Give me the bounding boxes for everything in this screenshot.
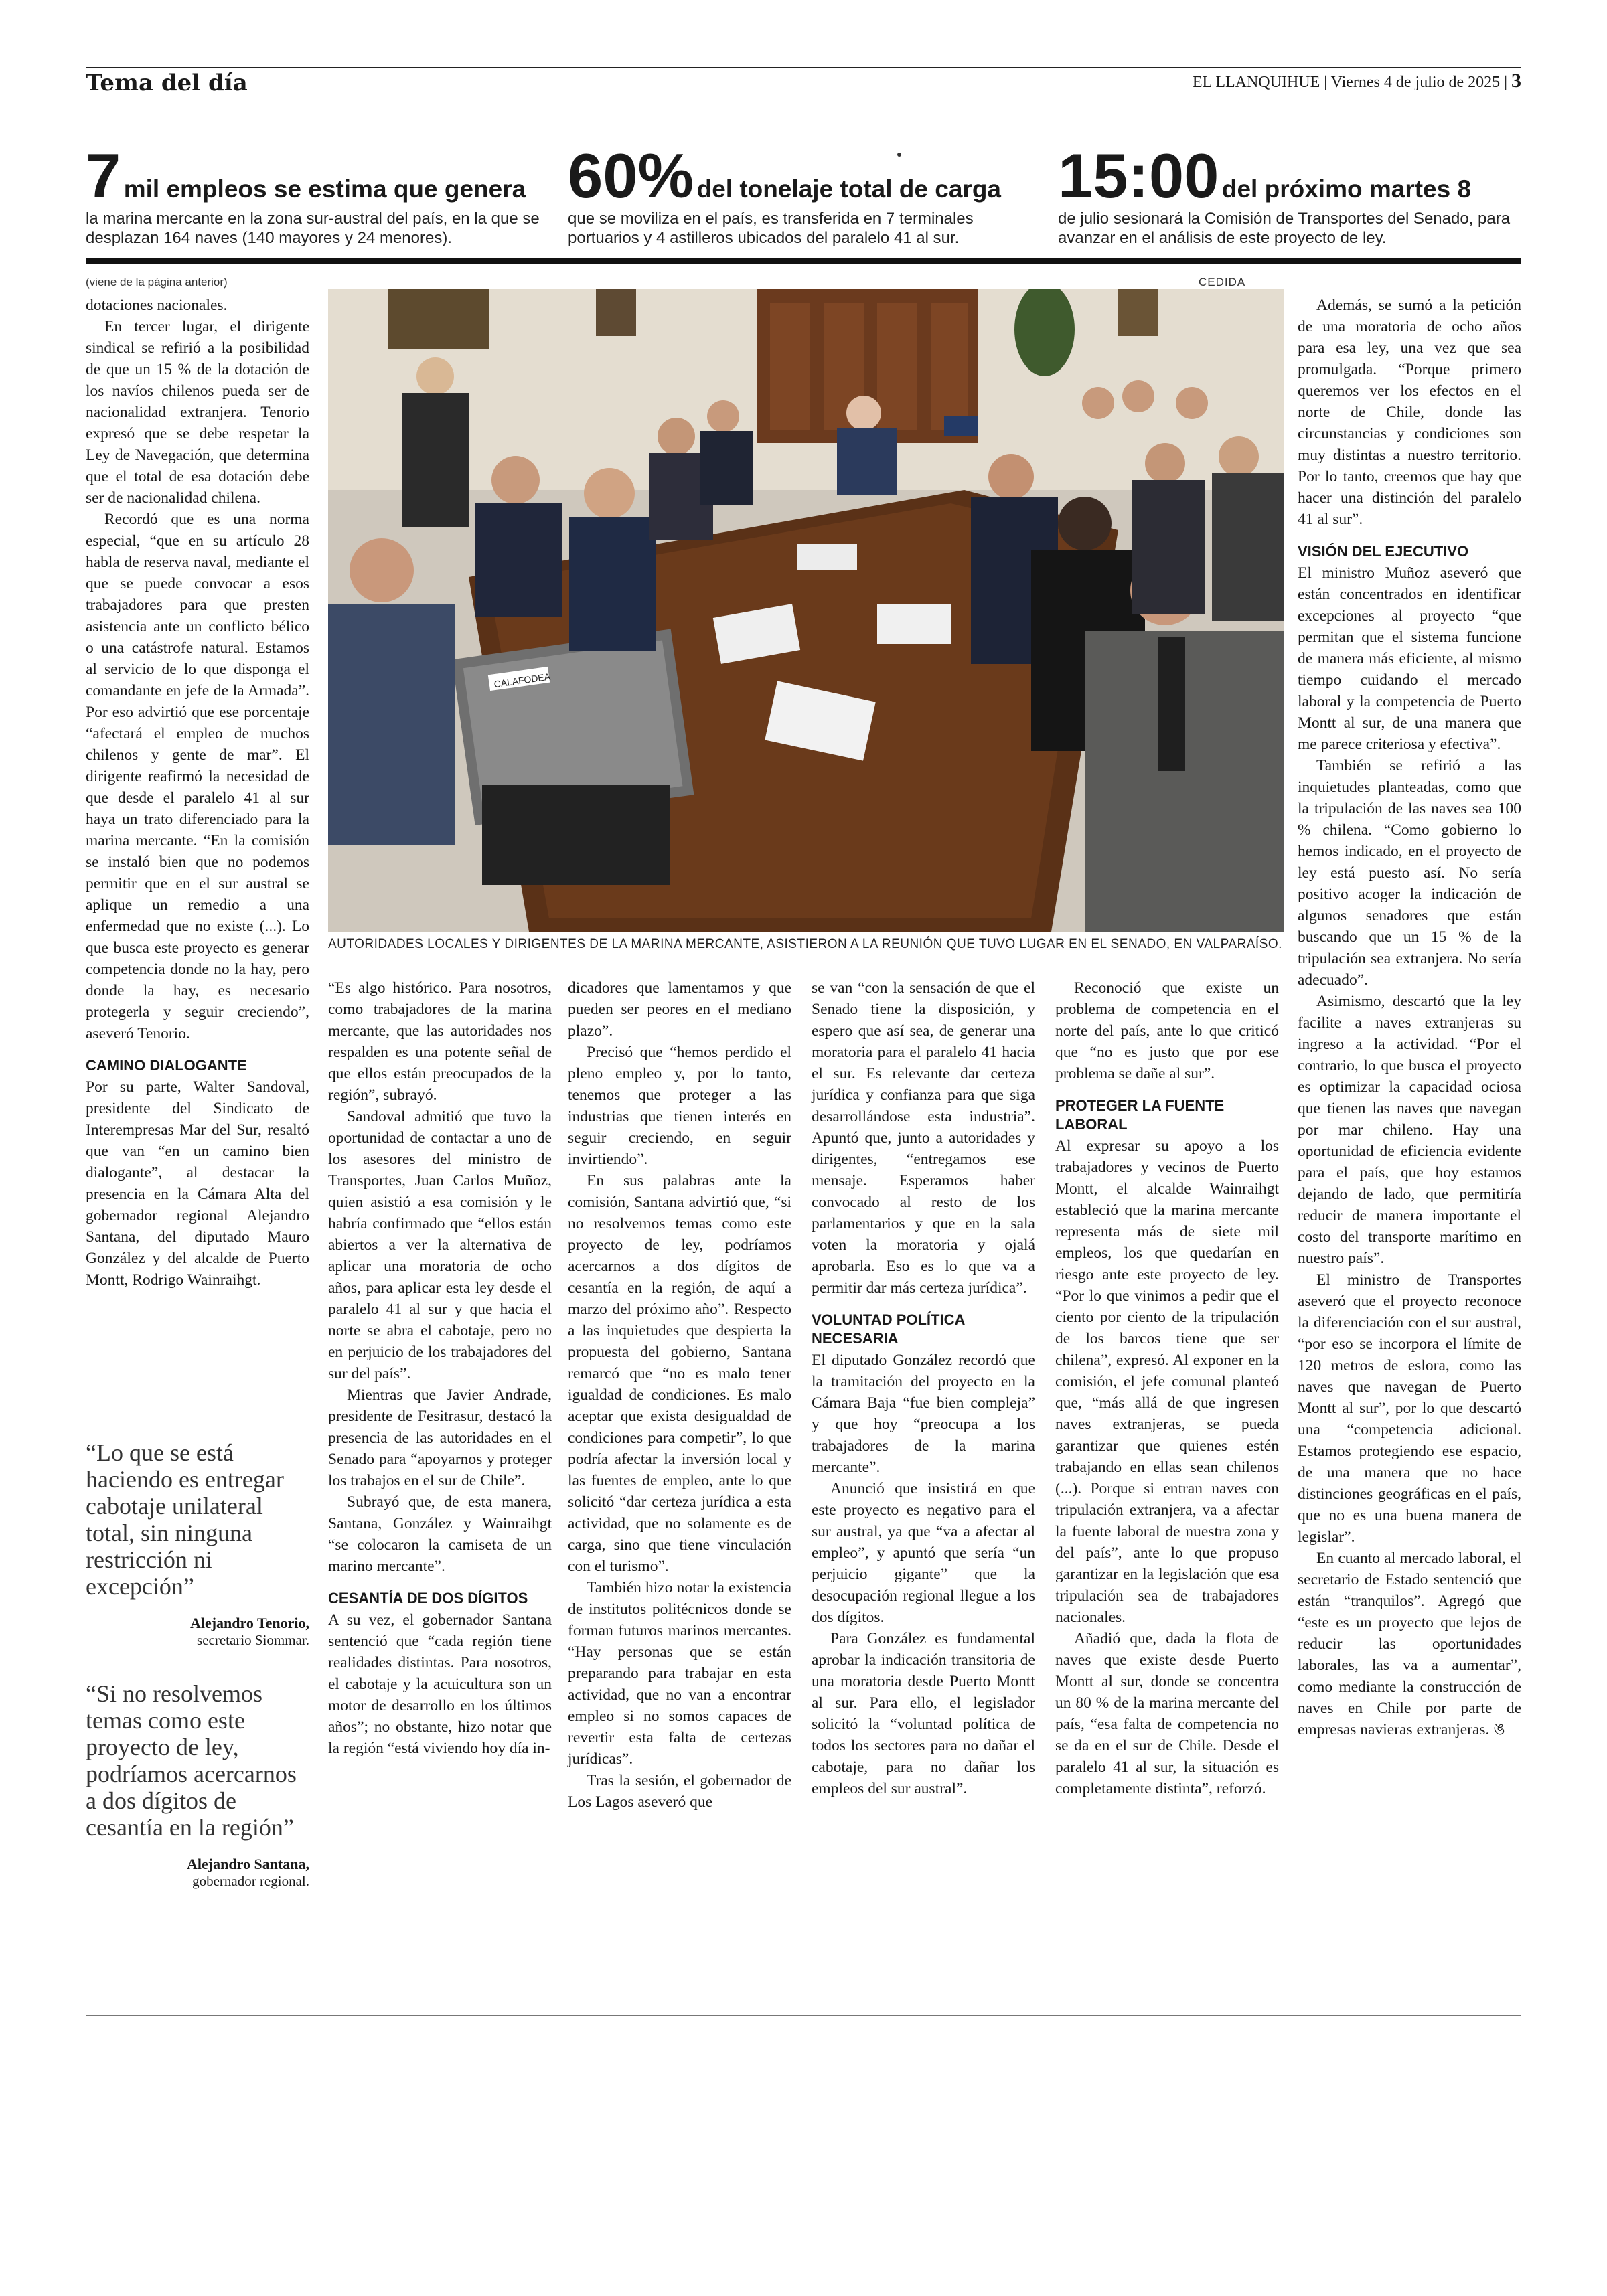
quote-author: Alejandro Santana, bbox=[187, 1856, 309, 1872]
stat-description: que se moviliza en el país, es transferida en 7 terminales portuarios y 4 astilleros ubicados del paralelo 41 al sur. bbox=[568, 210, 974, 247]
paragraph: Precisó que “hemos perdido el pleno empleo y, por lo tanto, tenemos que proteger a las industrias que tienen interés en seguir creciendo, en seguir invirtiendo”. bbox=[568, 1044, 791, 1168]
subheading: VISIÓN DEL EJECUTIVO bbox=[1298, 543, 1469, 560]
stat-number: 15:00 bbox=[1058, 141, 1219, 211]
paragraph: Anunció que insistirá en que este proyecto es negativo para el sur austral, ya que “va a afectar al empleo”, y apuntó que sería “un perjuicio gigante” que la desocupación regional llegue a los dos dígitos. bbox=[812, 1480, 1035, 1626]
quote-author: Alejandro Tenorio, bbox=[189, 1615, 309, 1631]
paragraph: El ministro de Transportes aseveró que el proyecto reconoce la diferenciación con el sur austral, “por eso se incorpora el límite de 120 metros de eslora, como las naves que navegan de Puerto Montt al sur”, por lo que descartó una “competencia adicional. Estamos protegiendo ese espacio, de una manera que no hace distinciones geográficas en el país, que no es una buena manera de legislar”. bbox=[1298, 1271, 1521, 1546]
quote-author-role: secretario Siommar. bbox=[197, 1632, 309, 1648]
quote-text: “Lo que se está haciendo es entregar cabotaje unilateral total, sin ninguna restricción ni excepción” bbox=[86, 1439, 284, 1600]
subheading: PROTEGER LA FUENTE LABORAL bbox=[1055, 1097, 1225, 1133]
stat-headline: del tonelaje total de carga bbox=[696, 175, 1001, 203]
paragraph: Reconoció que existe un problema de competencia en el norte del país, ante lo que criticó que “no es justo que por ese problema se dañe al sur”. bbox=[1055, 979, 1279, 1082]
paragraph: Añadió que, dada la flota de naves que existe desde Puerto Montt al sur, donde se concentra un 80 % de la marina mercante del país, “esa falta de competencia no se da en el sur de Chile. Desde el paralelo 41 al sur, la situación es completamente distinta”, reforzó. bbox=[1055, 1630, 1279, 1797]
folio-separator: | bbox=[1324, 74, 1331, 91]
paragraph: Al expresar su apoyo a los trabajadores y vecinos de Puerto Montt, el alcalde Wainraihgt estableció que la marina mercante representa más de siete mil empleos, los que quedarían en riesgo ante este proyecto de ley. “Por lo que vinimos a pedir que el ciento por ciento de la tripulación de los barcos tiene que ser chilena”, expresó. Al exponer en la comisión, el jefe comunal planteó que, “más allá de que ingresen naves extranjeras, se pueda garantizar que quienes estén trabajando en ellas sean chilenos (...). Porque si entran naves con tripulación extranjera, va a afectar la fuente laboral de nuestra zona y del país”, ante lo que propuso garantizar en la legislación que esa tripulación sea de trabajadores nacionales. bbox=[1055, 1137, 1279, 1626]
stat-description: de julio sesionará la Comisión de Transportes del Senado, para avanzar en el análisis de este proyecto de ley. bbox=[1058, 210, 1511, 247]
paragraph: En sus palabras ante la comisión, Santana advirtió que, “si no resolvemos temas como este proyecto de ley, podríamos acercarnos a dos dígitos de cesantía en la región, de aquí a marzo del próximo año”. Respecto a las inquietudes que despierta la propuesta del gobierno, Santana remarcó que “no es malo tener igualdad de condiciones. Es malo aceptar que exista desigualdad de condiciones para competir”, lo que podría afectar la inversión local y las fuentes de empleo, ante lo que solicitó “dar certeza jurídica a esta actividad, que no solamente es de carga, sino que tiene vinculación con el turismo”. bbox=[568, 1172, 791, 1575]
article-column-1 bbox=[86, 295, 309, 1291]
pull-quote bbox=[86, 1680, 309, 1890]
paragraph: Mientras que Javier Andrade, presidente de Fesitrasur, destacó la presencia de las autoridades en el Senado para “apoyarnos y proteger los trabajos en el sur de Chile”. bbox=[328, 1386, 552, 1489]
subheading: CAMINO DIALOGANTE bbox=[86, 1057, 247, 1074]
subheading: CESANTÍA DE DOS DÍGITOS bbox=[328, 1590, 528, 1607]
photo-credit: CEDIDA bbox=[1199, 276, 1246, 289]
section-title: Tema del día bbox=[86, 70, 248, 96]
folio-date: Viernes 4 de julio de 2025 bbox=[1330, 74, 1501, 91]
subheading: VOLUNTAD POLÍTICA NECESARIA bbox=[812, 1311, 965, 1347]
article-column-3 bbox=[568, 977, 791, 1813]
paragraph: Recordó que es una norma especial, “que en su artículo 28 habla de reserva naval, mediante el que se puede convocar a esos trabajadores para que presten asistencia ante un conflicto bélico o una catástrofe natural. Estamos al servicio de lo que disponga el comandante en jefe de la Armada”. Por eso advirtió que ese porcentaje “afectará el empleo de muchos chilenos y gente de mar”. El dirigente reafirmó la necesidad de que desde el paralelo 41 al sur haya un trato diferenciado para la marina mercante. “En la comisión se instaló bien que no podemos permitir que en el sur austral se aplique un remedio a una enfermedad que no existe (...). Lo que busca este proyecto es generar competencia donde no la hay, pero donde la hay, es necesario protegerla y seguir creciendo”, aseveró Tenorio. bbox=[86, 511, 309, 1042]
paragraph: También hizo notar la existencia de institutos politécnicos donde se forman futuros marinos mercantes. “Hay personas que se están preparando para trabajar en esta actividad, que no van a encontrar empleo si no somos capaces de revertir esta falta de certezas jurídicas”. bbox=[568, 1579, 791, 1768]
paragraph: El diputado González recordó que la tramitación del proyecto en la Cámara Baja “fue bien compleja” y que hoy “preocupa a los trabajadores de la marina mercante”. bbox=[812, 1351, 1035, 1476]
stat-box bbox=[568, 141, 1030, 248]
stat-box bbox=[86, 141, 548, 248]
paragraph: En tercer lugar, el dirigente sindical se refirió a la posibilidad de que un 15 % de la dotación de los navíos chilenos pueda ser de nacionalidad extranjera. Tenorio expresó que se debe respetar la Ley de Navegación, que determina que el total de esa dotación debe ser de nacionalidad chilena. bbox=[86, 318, 309, 507]
paragraph: Tras la sesión, el gobernador de Los Lagos aseveró que bbox=[568, 1772, 791, 1811]
article-column-4 bbox=[812, 977, 1035, 1799]
thick-rule bbox=[86, 258, 1521, 264]
quote-author-role: gobernador regional. bbox=[192, 1873, 309, 1889]
paragraph: Sandoval admitió que tuvo la oportunidad de contactar a uno de los asesores del ministro de Transportes, Juan Carlos Muñoz, quien asistió a esa comisión y le habría confirmado que “ellos están abiertos a ver la alternativa de aplicar una moratoria de ocho años, para aplicar esta ley desde el paralelo 41 al sur y que hacia el norte se abra el cabotaje, pero no en perjuicio de los trabajadores del sur del país”. bbox=[328, 1108, 552, 1382]
paragraph: se van “con la sensación de que el Senado tiene la disposición, y espero que así sea, de generar una moratoria para el paralelo 41 hacia el sur. Es relevante dar certeza jurídica y confianza para que siga desarrollándose esta industria”. Apuntó que, junto a autoridades y dirigentes, “entregamos ese mensaje. Esperamos haber convocado al resto de los parlamentarios y que en la sala voten la moratoria y ojalá aprobarla. Eso es lo que va a permitir dar más certeza jurídica”. bbox=[812, 979, 1035, 1297]
stat-headline: mil empleos se estima que genera bbox=[123, 175, 526, 203]
stat-number: 60% bbox=[568, 141, 694, 211]
paragraph: dicadores que lamentamos y que pueden ser peores en el mediano plazo”. bbox=[568, 979, 791, 1040]
continued-note: (viene de la página anterior) bbox=[86, 276, 228, 289]
end-mark-icon: ঙ bbox=[1493, 1721, 1505, 1738]
bottom-rule bbox=[86, 2015, 1521, 2016]
stat-description: la marina mercante en la zona sur-austral del país, en la que se desplazan 164 naves (140 mayores y 24 menores). bbox=[86, 210, 540, 247]
paragraph: El ministro Muñoz aseveró que están concentrados en identificar excepciones al proyecto “que permitan que el sistema funcione de manera más eficiente, al mismo tiempo cuidando el mercado laboral y la competencia de Puerto Montt al sur, de una manera que me parece criteriosa y efectiva”. bbox=[1298, 564, 1521, 753]
stat-headline: del próximo martes 8 bbox=[1221, 175, 1472, 203]
paragraph: “Es algo histórico. Para nosotros, como trabajadores de la marina mercante, que las autoridades nos respalden es una potente señal de que ellos están preocupados de la región”, subrayó. bbox=[328, 979, 552, 1104]
paragraph: A su vez, el gobernador Santana sentenció que “cada región tiene realidades distintas. Para nosotros, el cabotaje y la acuicultura son un motor de desarrollo en los últimos años”; no obstante, hizo notar que la región “está viviendo hoy día in- bbox=[328, 1611, 552, 1757]
article-column-6 bbox=[1298, 295, 1521, 1740]
top-rule bbox=[86, 67, 1521, 68]
stat-number: 7 bbox=[86, 141, 121, 211]
quote-text: “Si no resolvemos temas como este proyecto de ley, podríamos acercarnos a dos dígitos de cesantía en la región” bbox=[86, 1680, 297, 1841]
paragraph bbox=[1298, 1548, 1521, 1740]
folio bbox=[1193, 70, 1521, 92]
folio-page-number: 3 bbox=[1511, 70, 1521, 92]
laptop-sticker: CALAFODEA bbox=[493, 671, 551, 690]
paragraph: Por su parte, Walter Sandoval, presidente del Sindicato de Interempresas Mar del Sur, resaltó que van “en un camino bien dialogante”, al destacar la presencia en la Cámara Alta del gobernador regional Alejandro Santana, del diputado Mauro González y del alcalde de Puerto Montt, Rodrigo Wainraihgt. bbox=[86, 1078, 309, 1289]
folio-separator: | bbox=[1504, 74, 1511, 91]
article-column-5 bbox=[1055, 977, 1279, 1799]
paragraph: Subrayó que, de esta manera, Santana, González y Wainraihgt “se colocaron la camiseta de un marino mercante”. bbox=[328, 1493, 552, 1575]
meeting-photo bbox=[328, 289, 1284, 932]
paragraph: dotaciones nacionales. bbox=[86, 297, 228, 314]
article-column-2 bbox=[328, 977, 552, 1759]
folio-paper: EL LLANQUIHUE bbox=[1192, 74, 1320, 91]
stat-box bbox=[1058, 141, 1520, 248]
paragraph: También se refirió a las inquietudes planteadas, como que la tripulación de las naves sea 100 % chilena. “Como gobierno lo hemos indicado, en el proyecto de ley está puesto así. No sería positivo acoger la indicación de algunos senadores que están buscando que un 15 % de la tripulación sea extranjera. No sería adecuado”. bbox=[1298, 757, 1521, 989]
paragraph-text: En cuanto al mercado laboral, el secretario de Estado sentenció que están “tranquilos”. Agregó que “este es un proyecto que lejos de reducir las oportunidades laborales, las va a aumentar”, como mediante la construcción de naves en Chile por parte de empresas navieras extranjeras. bbox=[1298, 1550, 1521, 1738]
paragraph: Además, se sumó a la petición de una moratoria de ocho años para esa ley, una vez que sea promulgada. “Porque primero queremos ver los efectos en el norte de Chile, donde las circunstancias y condiciones son muy distintas a nuestro territorio. Por lo tanto, creemos que hay que hacer una distinción del paralelo 41 al sur”. bbox=[1298, 297, 1521, 528]
pull-quote bbox=[86, 1439, 309, 1649]
photo-caption: AUTORIDADES LOCALES Y DIRIGENTES DE LA MARINA MERCANTE, ASISTIERON A LA REUNIÓN QUE TUVO LUGAR EN EL SENADO, EN VALPARAÍSO. bbox=[328, 937, 1282, 951]
print-dot bbox=[897, 153, 901, 157]
meeting-photo-illustration bbox=[328, 289, 1284, 932]
paragraph: Asimismo, descartó que la ley facilite a naves extranjeras su ingreso a la actividad. “Por el contrario, lo que busca el proyecto es optimizar la capacidad ociosa que tienen las naves que navegan por mar chileno. Hay una oportunidad de eficiencia evidente para el país, que hoy estamos dejando de lado, que permitiría reducir de manera importante el costo del transporte marítimo en nuestro país”. bbox=[1298, 993, 1521, 1267]
paragraph: Para González es fundamental aprobar la indicación transitoria de una moratoria desde Puerto Montt al sur. Para ello, el legislador solicitó la “voluntad política de todos los sectores para no dañar el cabotaje, para no dañar los empleos del sur austral”. bbox=[812, 1630, 1035, 1797]
